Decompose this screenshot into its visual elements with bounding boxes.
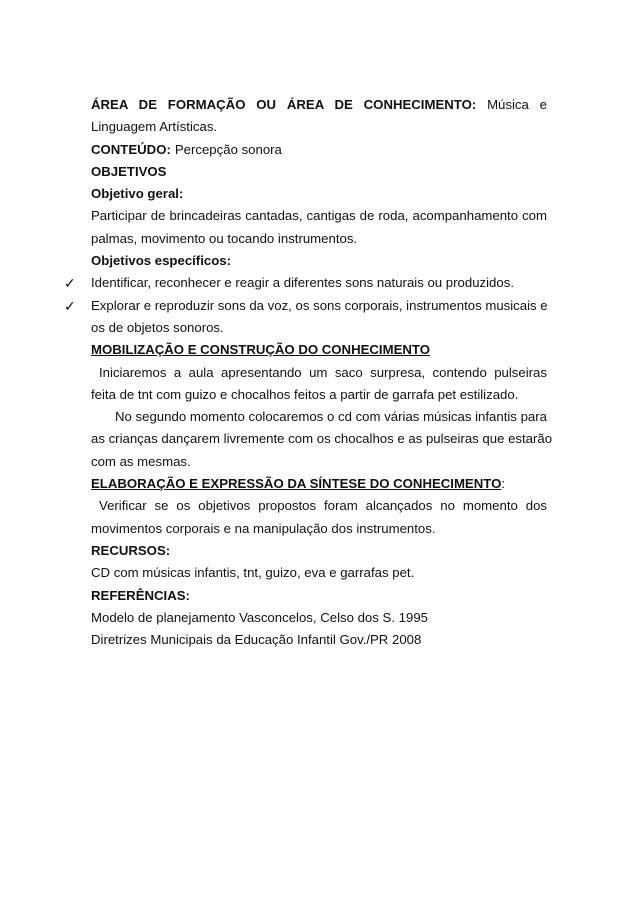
mobilizacao-heading: MOBILIZAÇÃO E CONSTRUÇÃO DO CONHECIMENTO	[91, 342, 430, 358]
area-value-continued: Linguagem Artísticas.	[91, 119, 218, 135]
document-body	[64, 94, 553, 651]
check-icon: ✓	[64, 297, 76, 314]
referencia-1: Modelo de planejamento Vasconcelos, Celso dos S. 1995	[91, 609, 428, 625]
elaboracao-heading: ELABORAÇÃO E EXPRESSÃO DA SÍNTESE DO CONHECIMENTO	[91, 476, 502, 492]
recursos-heading: RECURSOS:	[91, 542, 171, 558]
conteudo-label: CONTEÚDO:	[91, 141, 171, 157]
elaboracao-line2: movimentos corporais e na manipulação dos instrumentos.	[91, 520, 436, 536]
bullet-item-2-continued: os de objetos sonoros.	[91, 319, 224, 335]
bullet-item-1-text: Identificar, reconhecer e reagir a diferentes sons naturais ou produzidos.	[91, 275, 514, 291]
objetivos-heading: OBJETIVOS	[91, 163, 167, 179]
conteudo-line	[91, 139, 547, 161]
referencias-heading: REFERÊNCIAS:	[91, 587, 190, 603]
mobilizacao-p2-line1: No segundo momento colocaremos o cd com várias músicas infantis para	[115, 409, 547, 425]
area-value-start: Música e	[487, 97, 547, 112]
objetivo-geral-label: Objetivo geral:	[91, 186, 184, 202]
area-label: ÁREA DE FORMAÇÃO OU ÁREA DE CONHECIMENTO:	[91, 97, 477, 112]
elaboracao-colon: :	[501, 476, 505, 492]
area-line	[91, 94, 547, 116]
objetivos-especificos-label: Objetivos específicos:	[91, 253, 231, 269]
objetivo-geral-text-2: palmas, movimento ou tocando instrumentos.	[91, 230, 358, 246]
check-icon: ✓	[64, 275, 76, 292]
mobilizacao-p2-line3: com as mesmas.	[91, 453, 191, 469]
conteudo-value: Percepção sonora	[174, 141, 282, 157]
referencia-2: Diretrizes Municipais da Educação Infantil Gov./PR 2008	[91, 632, 422, 648]
mobilizacao-p1-line1: Iniciaremos a aula apresentando um saco surpresa, contendo pulseiras	[99, 364, 547, 380]
objetivo-geral-text-1: Participar de brincadeiras cantadas, cantigas de roda, acompanhamento com	[91, 208, 547, 224]
mobilizacao-p1-line2: feita de tnt com guizo e chocalhos feitos a partir de garrafa pet estilizado.	[91, 386, 519, 402]
elaboracao-heading-line	[91, 473, 547, 495]
bullet-item-2	[64, 295, 548, 317]
elaboracao-line1: Verificar se os objetivos propostos foram alcançados no momento dos	[99, 498, 547, 514]
bullet-item-1	[64, 272, 547, 294]
recursos-text: CD com músicas infantis, tnt, guizo, eva e garrafas pet.	[91, 565, 415, 581]
bullet-item-2-text: Explorar e reproduzir sons da voz, os sons corporais, instrumentos musicais e	[91, 297, 548, 313]
mobilizacao-p2-line2: as crianças dançarem livremente com os chocalhos e as pulseiras que estarão	[91, 431, 553, 447]
